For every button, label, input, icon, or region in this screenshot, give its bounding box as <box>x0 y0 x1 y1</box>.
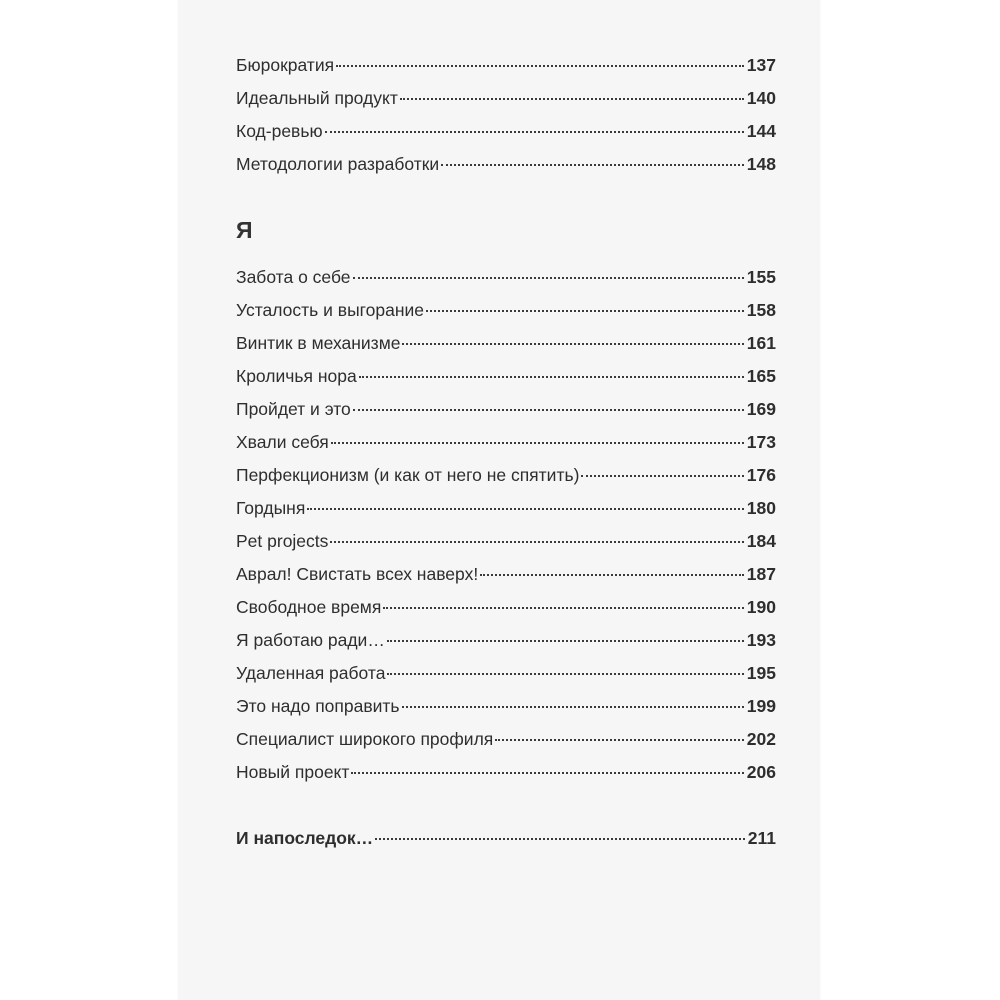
toc-entry-title: Хвали себя <box>236 432 329 452</box>
toc-entry-title: Пройдет и это <box>236 399 351 419</box>
dot-leader <box>336 64 744 67</box>
toc-entry <box>236 723 776 756</box>
toc-entry <box>236 657 776 690</box>
toc-entry-page: 190 <box>746 597 776 617</box>
toc-entry-page: 206 <box>746 762 776 782</box>
dot-leader <box>331 441 744 444</box>
toc-entry <box>236 294 776 327</box>
dot-leader <box>402 342 743 345</box>
toc-entry-page: 199 <box>746 696 776 716</box>
toc-entry-title: Pet projects <box>236 531 329 551</box>
toc-entry-title: Винтик в механизме <box>236 333 401 353</box>
toc-entry-title: Специалист широкого профиля <box>236 729 494 749</box>
toc-entry <box>236 360 776 393</box>
toc-final-entry <box>236 822 776 855</box>
toc-entry-page: 144 <box>746 121 776 141</box>
toc-entry-page: 176 <box>746 465 776 485</box>
dot-leader <box>426 309 744 312</box>
toc-entry-page: 193 <box>746 630 776 650</box>
dot-leader <box>495 738 744 741</box>
toc-entry-page: 184 <box>746 531 776 551</box>
toc-entry-page: 169 <box>746 399 776 419</box>
toc-entry-page: 180 <box>746 498 776 518</box>
dot-leader <box>480 573 744 576</box>
toc-entry <box>236 492 776 525</box>
toc-entry-title: Кроличья нора <box>236 366 357 386</box>
toc-entry-title: Код-ревью <box>236 121 323 141</box>
dot-leader <box>351 771 743 774</box>
toc-entry-title: Свободное время <box>236 597 382 617</box>
toc-entry-page: 137 <box>746 55 776 75</box>
toc-entry-title: Это надо поправить <box>236 696 400 716</box>
toc-entry-page: 187 <box>746 564 776 584</box>
dot-leader <box>325 130 744 133</box>
toc-entry-page: 165 <box>746 366 776 386</box>
dot-leader <box>359 375 744 378</box>
toc-entry <box>236 115 776 148</box>
toc-entry-page: 202 <box>746 729 776 749</box>
toc-entry-title: Я работаю ради… <box>236 630 385 650</box>
dot-leader <box>387 672 743 675</box>
dot-leader <box>383 606 743 609</box>
spacer <box>236 789 776 822</box>
dot-leader <box>307 507 743 510</box>
section-heading: Я <box>236 217 253 243</box>
toc-top-list <box>236 49 776 181</box>
toc-entry-title: Гордыня <box>236 498 306 518</box>
toc-entry-page: 140 <box>746 88 776 108</box>
toc-entry <box>236 393 776 426</box>
dot-leader <box>441 163 744 166</box>
toc-entry-page: 211 <box>747 828 776 848</box>
toc-entry-title: Идеальный продукт <box>236 88 398 108</box>
dot-leader <box>387 639 744 642</box>
toc-entry-title: Перфекционизм (и как от него не спятить) <box>236 465 580 485</box>
toc-section-list <box>236 261 776 789</box>
toc-entry-title: Усталость и выгорание <box>236 300 425 320</box>
toc-entry <box>236 591 776 624</box>
toc-entry <box>236 49 776 82</box>
toc-entry <box>236 261 776 294</box>
toc-entry <box>236 558 776 591</box>
toc-entry-page: 161 <box>746 333 776 353</box>
toc-entry-page: 148 <box>746 154 776 174</box>
dot-leader <box>375 837 745 840</box>
toc-entry <box>236 426 776 459</box>
toc-entry <box>236 327 776 360</box>
toc-entry <box>236 148 776 181</box>
dot-leader <box>402 705 744 708</box>
dot-leader <box>581 474 743 477</box>
dot-leader <box>353 276 744 279</box>
toc-entry-title: И напоследок… <box>236 828 374 848</box>
toc-entry-title: Забота о себе <box>236 267 351 287</box>
toc-entry-page: 158 <box>746 300 776 320</box>
toc-entry <box>236 459 776 492</box>
toc-entry-title: Удаленная работа <box>236 663 386 683</box>
toc-entry-title: Аврал! Свистать всех наверх! <box>236 564 479 584</box>
toc-entry <box>236 82 776 115</box>
toc-entry <box>236 624 776 657</box>
toc-entry-page: 195 <box>746 663 776 683</box>
dot-leader <box>400 97 744 100</box>
toc-entry-title: Методологии разработки <box>236 154 440 174</box>
toc-entry-page: 173 <box>746 432 776 452</box>
dot-leader <box>353 408 744 411</box>
toc-entry-title: Бюрократия <box>236 55 335 75</box>
toc-entry-title: Новый проект <box>236 762 350 782</box>
toc-entry <box>236 690 776 723</box>
dot-leader <box>330 540 743 543</box>
toc-entry-page: 155 <box>746 267 776 287</box>
table-of-contents <box>236 49 776 855</box>
toc-entry <box>236 756 776 789</box>
toc-entry <box>236 525 776 558</box>
